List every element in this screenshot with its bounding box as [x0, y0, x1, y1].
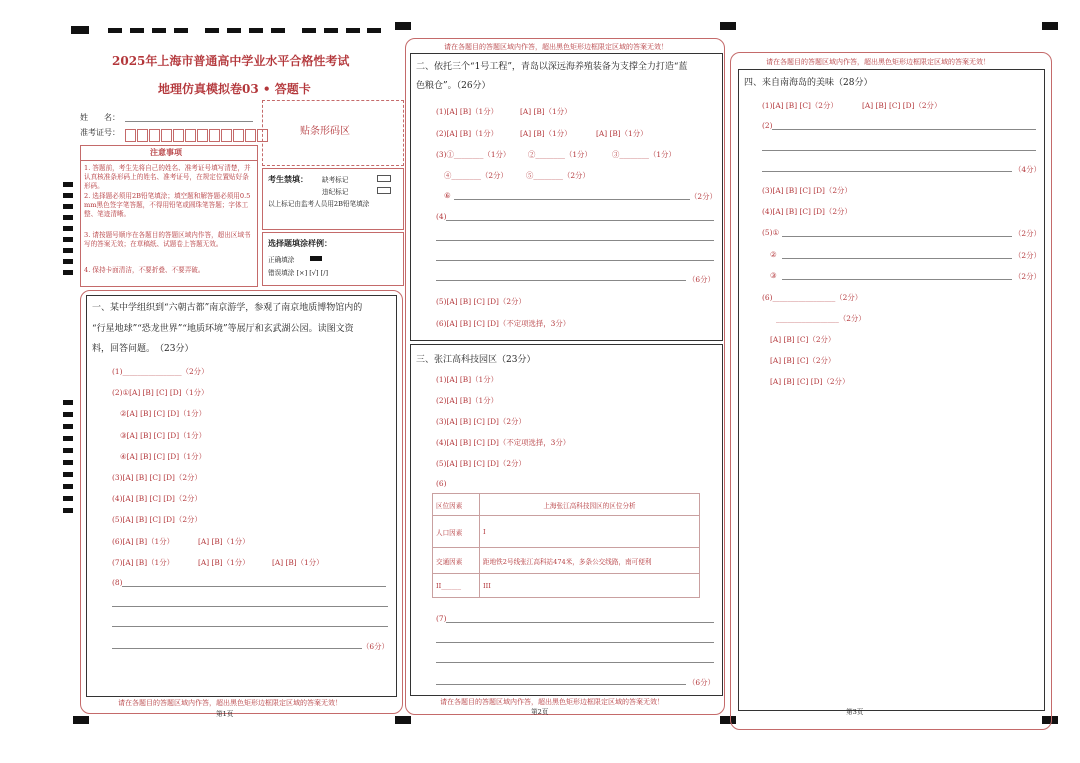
q2-answer-3c[interactable]: ③________（1分） — [612, 150, 676, 159]
q3-answer-2[interactable]: (2)[A] [B]（1分） — [436, 396, 498, 405]
write-line[interactable] — [436, 684, 686, 685]
q4-answer-5-score: （2分） — [1014, 229, 1041, 238]
table-cell-population: 人口因素 — [433, 516, 480, 548]
q4-answer-1a[interactable]: (1)[A] [B] [C]（2分） — [762, 101, 838, 110]
q2-heading-1: 二、依托三个“1号工程”，青岛以深远海养殖装备为支撑全力打造“蓝 — [416, 62, 688, 72]
q1-answer-6[interactable]: (3)[A] [B] [C] [D]（2分） — [112, 473, 202, 482]
timing-mark — [63, 193, 73, 198]
registration-mark — [395, 22, 411, 30]
registration-mark — [1042, 22, 1058, 30]
q1-answer-9a[interactable]: (6)[A] [B]（1分） — [112, 537, 174, 546]
q1-answer-2[interactable]: (2)①[A] [B] [C] [D]（1分） — [112, 388, 209, 397]
violation-checkbox[interactable] — [377, 187, 391, 194]
absent-label: 缺考标记 — [322, 176, 349, 184]
absent-checkbox[interactable] — [377, 175, 391, 182]
footer-note-p2-bottom: 请在各题目的答题区域内作答，超出黑色矩形边框限定区域的答案无效！ — [440, 698, 664, 706]
timing-mark — [63, 248, 73, 253]
q3-answer-5[interactable]: (5)[A] [B] [C] [D]（2分） — [436, 459, 526, 468]
timing-mark — [63, 472, 73, 477]
q1-answer-5[interactable]: ④[A] [B] [C] [D]（1分） — [120, 452, 206, 461]
write-line[interactable] — [436, 260, 714, 261]
write-line[interactable] — [762, 171, 1012, 172]
q2-answer-1b[interactable]: [A] [B]（1分） — [520, 107, 572, 116]
q2-answer-4b[interactable]: ⑤________（2分） — [526, 171, 590, 180]
q2-answer-3a[interactable]: (3)①________（1分） — [436, 150, 511, 159]
exam-no-label: 准考证号： — [80, 128, 120, 137]
write-line[interactable] — [782, 258, 1012, 259]
footer-note-p1: 请在各题目的答题区域内作答，超出黑色矩形边框限定区域的答案无效！ — [118, 699, 342, 707]
timing-mark — [63, 237, 73, 242]
footer-note-p2-top: 请在各题目的答题区域内作答，超出黑色矩形边框限定区域的答案无效！ — [444, 43, 668, 51]
exam-no-boxes[interactable] — [125, 125, 269, 144]
q4-answer-11[interactable]: [A] [B] [C]（2分） — [770, 356, 836, 365]
location-analysis-table — [432, 493, 700, 598]
write-line[interactable] — [446, 622, 714, 623]
sample-correct: 正确填涂 — [268, 256, 295, 264]
sample-fill-mark — [310, 256, 322, 261]
q1-answer-1[interactable]: (1)________________（2分） — [112, 367, 209, 376]
q4-answer-5[interactable]: (5)① — [762, 228, 780, 237]
q2-answer-7-score: （6分） — [688, 275, 715, 284]
page-number-2: 第2页 — [531, 708, 549, 716]
q1-heading-1: 一、某中学组织到“六朝古都”南京游学，参观了南京地质博物馆内的 — [92, 303, 363, 313]
q3-heading: 三、张江高科技园区（23分） — [416, 355, 536, 365]
registration-mark — [395, 716, 411, 724]
q3-score: （6分） — [688, 678, 715, 687]
sample-title: 选择题填涂样例： — [268, 238, 332, 248]
q4-answer-4[interactable]: (4)[A] [B] [C] [D]（2分） — [762, 207, 852, 216]
q2-answer-5-score: （2分） — [690, 192, 717, 201]
q3-answer-3[interactable]: (3)[A] [B] [C] [D]（2分） — [436, 417, 526, 426]
registration-mark — [324, 28, 338, 33]
timing-mark — [63, 204, 73, 209]
timing-mark — [63, 226, 73, 231]
timing-mark — [63, 460, 73, 465]
notice-item-3: 3. 请按题号顺序在各题目的答题区域内作答，超出区域书写的答案无效；在草稿纸、试题卷上答题无效。 — [84, 231, 251, 248]
q4-answer-9[interactable]: _________________（2分） — [776, 314, 866, 323]
timing-mark — [63, 215, 73, 220]
taboo-title: 考生禁填： — [268, 174, 308, 184]
timing-mark — [63, 182, 73, 187]
q4-answer-7[interactable]: ③ — [770, 271, 777, 280]
name-field[interactable] — [125, 121, 253, 122]
write-line[interactable] — [782, 236, 1012, 237]
write-line[interactable] — [112, 648, 362, 649]
timing-mark — [63, 424, 73, 429]
registration-mark — [71, 26, 89, 34]
page-title-line2: 地理仿真模拟卷03 • 答题卡 — [158, 82, 311, 96]
q4-answer-12[interactable]: [A] [B] [C] [D]（2分） — [770, 377, 850, 386]
q3-answer-4[interactable]: (4)[A] [B] [C] [D]（不定项选择，3分） — [436, 438, 571, 447]
registration-mark — [108, 28, 122, 33]
timing-mark — [63, 270, 73, 275]
q4-heading: 四、来自南海岛的美味（28分） — [744, 78, 873, 88]
q1-answer-9b[interactable]: [A] [B]（1分） — [198, 537, 250, 546]
q3-answer-6[interactable]: (6) — [436, 479, 447, 488]
registration-mark — [720, 22, 736, 30]
registration-mark — [130, 28, 144, 33]
write-line[interactable] — [436, 280, 686, 281]
registration-mark — [73, 716, 89, 724]
q1-answer-11[interactable]: (8) — [112, 578, 123, 587]
registration-mark — [205, 28, 219, 33]
table-header-factor: 区位因素 — [433, 494, 480, 516]
notice-item-2: 2. 选择题必须用2B铅笔填涂；填空题和解答题必须用0.5 mm黑色签字笔答题，不得用铅笔或圆珠笔答题；字体工整、笔迹清晰。 — [84, 192, 251, 218]
registration-mark — [302, 28, 316, 33]
timing-mark — [63, 400, 73, 405]
sample-wrong: 错误填涂 [×] [√] [/] — [268, 269, 329, 277]
table-cell-factor-3[interactable]: III — [480, 574, 700, 598]
notice-item-4: 4. 保持卡面清洁，不要折叠、不要弄破。 — [84, 266, 205, 274]
write-line[interactable] — [112, 626, 388, 627]
q1-answer-8[interactable]: (5)[A] [B] [C] [D]（2分） — [112, 515, 202, 524]
name-label: 姓 名： — [80, 113, 120, 122]
registration-mark — [367, 28, 381, 33]
registration-mark — [271, 28, 285, 33]
q1-answer-4[interactable]: ③[A] [B] [C] [D]（1分） — [120, 431, 206, 440]
q2-answer-9[interactable]: (6)[A] [B] [C] [D]（不定项选择，3分） — [436, 319, 571, 328]
q2-answer-2a[interactable]: (2)[A] [B]（1分） — [436, 129, 498, 138]
q4-answer-10[interactable]: [A] [B] [C]（2分） — [770, 335, 836, 344]
q2-answer-3b[interactable]: ②________（1分） — [528, 150, 592, 159]
timing-mark — [63, 448, 73, 453]
registration-mark — [227, 28, 241, 33]
write-line[interactable] — [762, 150, 1036, 151]
write-line[interactable] — [436, 662, 714, 663]
table-cell-traffic-answer: 距地铁2号线张江高科站474米，多条公交线路，南可便利 — [480, 548, 700, 574]
page-number-3: 第3页 — [846, 708, 864, 716]
registration-mark — [346, 28, 360, 33]
q4-answer-2-score: （4分） — [1014, 165, 1041, 174]
q2-answer-2b[interactable]: [A] [B]（1分） — [520, 129, 572, 138]
table-header-analysis: 上海张江高科技园区的区位分析 — [480, 494, 700, 516]
table-cell-factor-2[interactable]: II______ — [433, 574, 480, 598]
q2-answer-4a[interactable]: ④________（2分） — [444, 171, 508, 180]
answer-region-4 — [738, 69, 1045, 711]
q4-answer-3[interactable]: (3)[A] [B] [C] [D]（2分） — [762, 186, 852, 195]
notice-title: 注意事项 — [150, 147, 182, 157]
q1-answer-7[interactable]: (4)[A] [B] [C] [D]（2分） — [112, 494, 202, 503]
q1-answer-10c[interactable]: [A] [B]（1分） — [272, 558, 324, 567]
timing-mark — [63, 412, 73, 417]
registration-mark — [152, 28, 166, 33]
footer-note-p3-top: 请在各题目的答题区域内作答，超出黑色矩形边框限定区域的答案无效！ — [766, 58, 990, 66]
q4-answer-6[interactable]: ② — [770, 250, 777, 259]
q3-answer-7[interactable]: (7) — [436, 614, 447, 623]
q2-answer-2c[interactable]: [A] [B]（1分） — [596, 129, 648, 138]
q3-answer-1[interactable]: (1)[A] [B]（1分） — [436, 375, 498, 384]
q4-answer-7-score: （2分） — [1014, 272, 1041, 281]
q1-heading-2: “行星地球”“恐龙世界”“地质环境”等展厅和玄武湖公园。读图文资 — [92, 324, 354, 334]
q2-heading-2: 色粮仓”。（26分） — [416, 81, 491, 91]
q2-answer-1a[interactable]: (1)[A] [B]（1分） — [436, 107, 498, 116]
timing-mark — [63, 508, 73, 513]
registration-mark — [249, 28, 263, 33]
write-line[interactable] — [454, 199, 690, 200]
violation-label: 违纪标记 — [322, 188, 349, 196]
timing-mark — [63, 496, 73, 501]
page-number-1: 第1页 — [216, 710, 234, 718]
notice-item-1: 1. 答题前，考生先将自己的姓名、准考证号填写清楚，并认真核准条形码上的姓名、准考证号，在规定位置贴好条形码。 — [84, 164, 251, 190]
write-line[interactable] — [782, 279, 1012, 280]
q1-answer-10b[interactable]: [A] [B]（1分） — [198, 558, 250, 567]
write-line[interactable] — [112, 606, 388, 607]
q4-answer-2[interactable]: (2) — [762, 121, 773, 130]
registration-mark — [174, 28, 188, 33]
q4-answer-8[interactable]: (6)_________________（2分） — [762, 293, 863, 302]
q1-answer-3[interactable]: ②[A] [B] [C] [D]（1分） — [120, 409, 206, 418]
q1-score: （6分） — [362, 642, 389, 651]
barcode-label: 贴条形码区 — [300, 126, 350, 137]
timing-mark — [63, 259, 73, 264]
q2-answer-5[interactable]: ⑥ — [444, 191, 451, 200]
q2-answer-6[interactable]: (4) — [436, 212, 447, 221]
table-cell-traffic: 交通因素 — [433, 548, 480, 574]
table-cell-population-answer[interactable]: I — [480, 516, 700, 548]
q1-heading-3: 料，回答问题。 （23分） — [92, 344, 194, 354]
write-line[interactable] — [772, 129, 1036, 130]
taboo-desc: 以上标记由监考人员用2B铅笔填涂 — [268, 200, 370, 208]
write-line[interactable] — [436, 642, 714, 643]
write-line[interactable] — [122, 586, 386, 587]
timing-mark — [63, 484, 73, 489]
q1-answer-10a[interactable]: (7)[A] [B]（1分） — [112, 558, 174, 567]
timing-mark — [63, 436, 73, 441]
write-line[interactable] — [446, 220, 714, 221]
write-line[interactable] — [436, 240, 714, 241]
page-title-line1: 2025年上海市普通高中学业水平合格性考试 — [112, 54, 350, 68]
q4-answer-1b[interactable]: [A] [B] [C] [D]（2分） — [862, 101, 942, 110]
q4-answer-6-score: （2分） — [1014, 251, 1041, 260]
q2-answer-8[interactable]: (5)[A] [B] [C] [D]（2分） — [436, 297, 526, 306]
